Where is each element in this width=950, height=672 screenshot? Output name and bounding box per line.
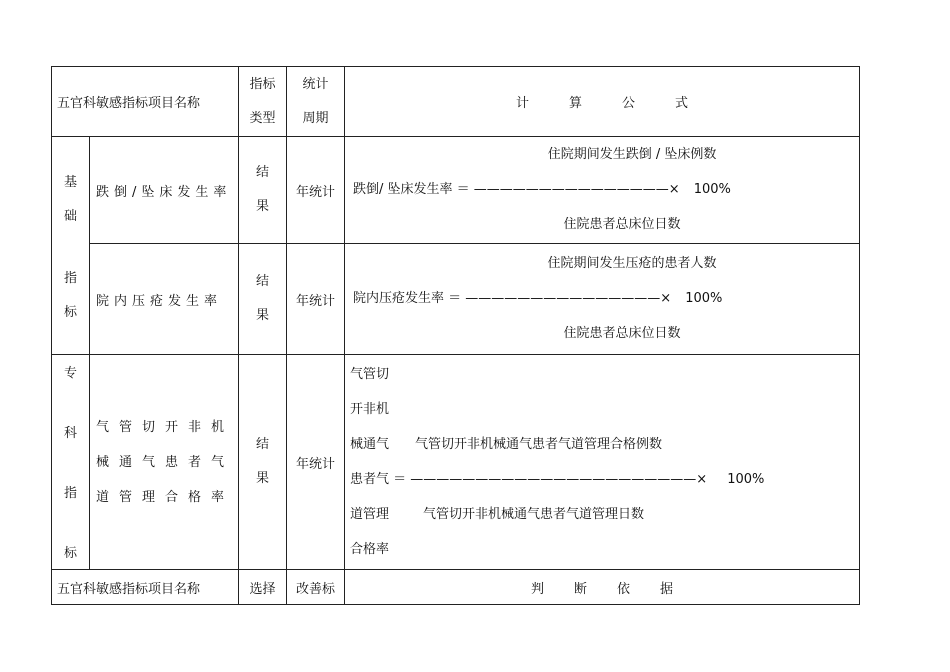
formula-label: 跌倒/ 坠床发生率 ＝ bbox=[353, 182, 474, 197]
category-special bbox=[52, 355, 90, 570]
category-char: 标 bbox=[63, 304, 77, 320]
formula-cell bbox=[345, 244, 860, 355]
category-char: 标 bbox=[63, 546, 77, 561]
formula-numerator: 气管切开非机械通气患者气道管理合格例数 bbox=[415, 437, 663, 452]
footer-select-cell: 选择 bbox=[239, 570, 287, 605]
footer-name-cell: 五官科敏感指标项目名称 bbox=[52, 570, 239, 605]
category-char: 指 bbox=[63, 270, 77, 286]
header-period-line: 统计 bbox=[302, 76, 329, 92]
header-period-line: 周期 bbox=[302, 110, 329, 126]
type-char: 果 bbox=[256, 199, 270, 214]
table-row bbox=[52, 137, 860, 244]
indicator-period: 年统计 bbox=[287, 137, 345, 244]
indicator-type bbox=[239, 137, 287, 244]
indicator-period: 年统计 bbox=[287, 244, 345, 355]
formula-percent: 100% bbox=[693, 182, 731, 197]
formula-text-line bbox=[350, 427, 855, 462]
category-char: 专 bbox=[63, 366, 77, 381]
indicator-type bbox=[239, 355, 287, 570]
formula-percent: 100% bbox=[727, 472, 765, 487]
type-char: 果 bbox=[256, 308, 270, 323]
type-char: 果 bbox=[256, 471, 270, 486]
category-char: 科 bbox=[63, 426, 77, 441]
table-row bbox=[52, 244, 860, 355]
formula-cell bbox=[345, 137, 860, 244]
formula-cell bbox=[345, 355, 860, 570]
footer-row bbox=[52, 570, 860, 605]
formula-label: 院内压疮发生率 ＝ bbox=[353, 291, 466, 306]
formula-text-line bbox=[350, 497, 855, 532]
indicator-name bbox=[90, 355, 239, 570]
footer-improve-cell: 改善标 bbox=[287, 570, 345, 605]
formula-line bbox=[349, 290, 855, 308]
header-formula-cell bbox=[345, 67, 860, 137]
formula-numerator: 住院期间发生跌倒 / 坠床例数 bbox=[547, 147, 717, 162]
formula-label: 械通气 bbox=[350, 437, 390, 452]
category-char: 础 bbox=[63, 208, 77, 224]
indicator-type bbox=[239, 244, 287, 355]
footer-basis-cell bbox=[345, 570, 860, 605]
indicator-name: 院内压疮发生率 bbox=[90, 244, 239, 355]
formula-dashes: ———————————————× bbox=[473, 182, 680, 197]
formula-label: 道管理 bbox=[350, 507, 390, 522]
header-type-cell bbox=[239, 67, 287, 137]
type-char: 结 bbox=[256, 274, 270, 289]
header-name-label: 五官科敏感指标项目名称 bbox=[57, 96, 201, 111]
formula-dashes: ——————————————————————× bbox=[410, 472, 708, 487]
type-char: 结 bbox=[256, 165, 270, 180]
formula-percent: 100% bbox=[685, 291, 723, 306]
header-period-cell bbox=[287, 67, 345, 137]
indicator-name-line: 道管理合格率 bbox=[96, 489, 235, 505]
header-name-cell bbox=[52, 67, 239, 137]
formula-denominator: 住院患者总床位日数 bbox=[563, 217, 681, 232]
indicator-period: 年统计 bbox=[287, 355, 345, 570]
header-row bbox=[52, 67, 860, 137]
category-basic bbox=[52, 137, 90, 355]
formula-line bbox=[350, 462, 855, 497]
formula-label: 患者气 ＝ bbox=[350, 472, 411, 487]
indicator-name: 跌倒/坠床发生率 bbox=[90, 137, 239, 244]
header-type-line: 类型 bbox=[249, 110, 276, 126]
formula-text-line: 气管切 bbox=[350, 367, 390, 382]
category-char: 基 bbox=[63, 174, 77, 190]
header-type-line: 指标 bbox=[249, 76, 276, 92]
formula-text-line: 合格率 bbox=[350, 542, 390, 557]
indicator-name-line: 气管切开非机 bbox=[96, 419, 235, 435]
formula-text-line: 开非机 bbox=[350, 402, 390, 417]
formula-dashes: ———————————————× bbox=[465, 291, 672, 306]
formula-denominator: 气管切开非机械通气患者气道管理日数 bbox=[423, 507, 645, 522]
formula-denominator: 住院患者总床位日数 bbox=[563, 326, 681, 341]
table-row bbox=[52, 355, 860, 570]
category-char: 指 bbox=[63, 486, 77, 501]
formula-line bbox=[349, 181, 855, 199]
type-char: 结 bbox=[256, 437, 270, 452]
footer-basis-label: 判断依据 bbox=[531, 581, 704, 597]
indicator-table bbox=[51, 66, 860, 605]
formula-numerator: 住院期间发生压疮的患者人数 bbox=[547, 256, 717, 271]
indicator-name-line: 械通气患者气 bbox=[96, 454, 235, 470]
header-formula-label: 计算公式 bbox=[516, 96, 729, 111]
